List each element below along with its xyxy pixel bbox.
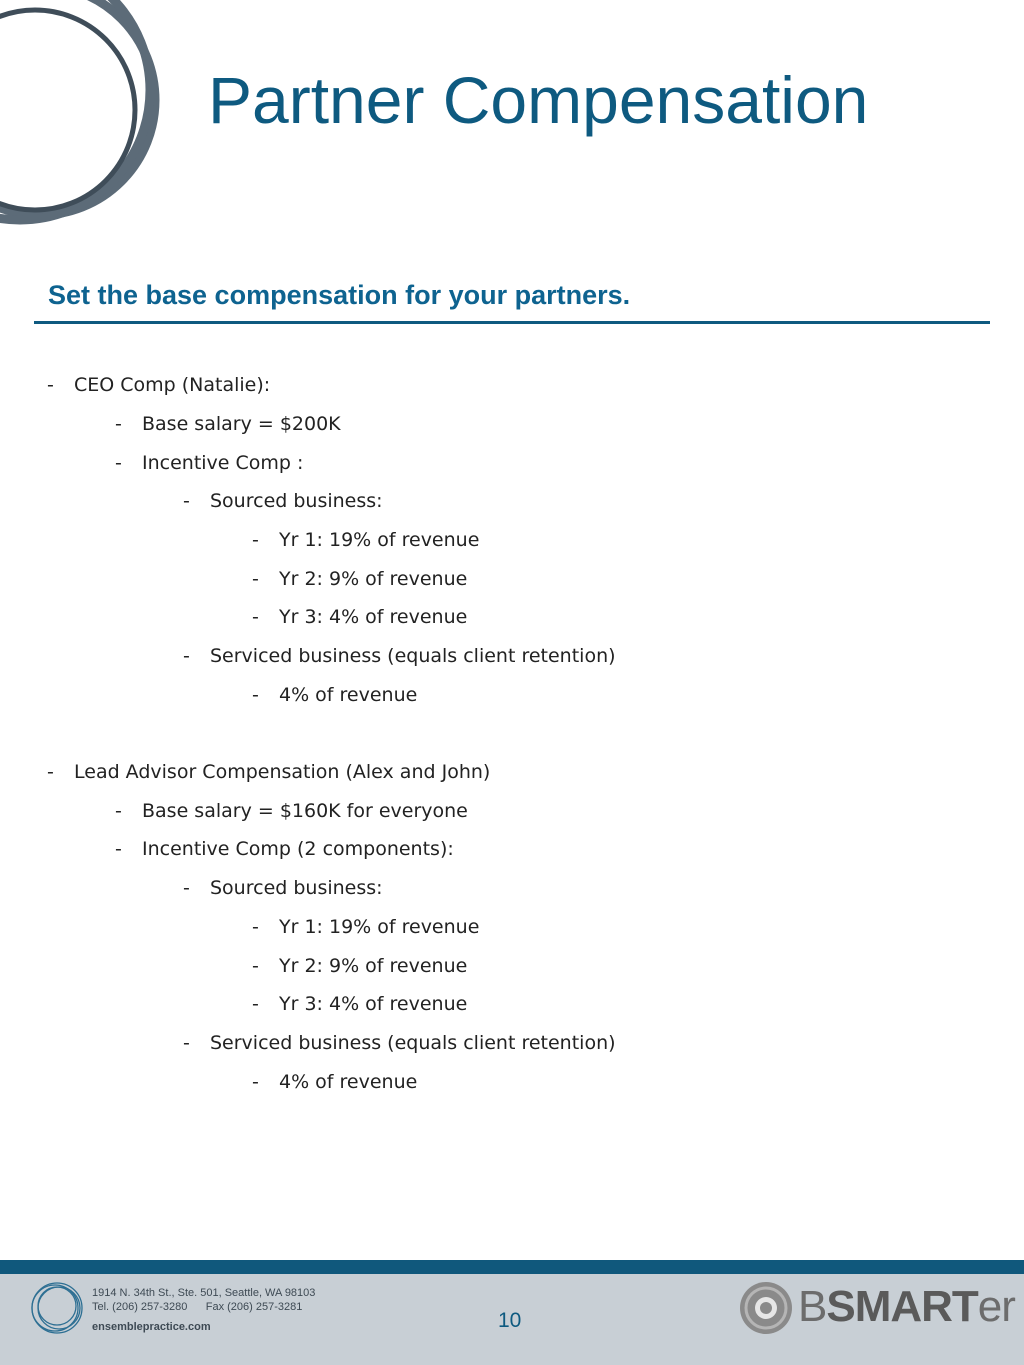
footer-address: 1914 N. 34th St., Ste. 501, Seattle, WA 98103 — [92, 1287, 316, 1299]
page-subtitle: Set the base compensation for your partners. — [48, 280, 631, 310]
lead-yr3: - Yr 3: 4% of revenue — [252, 993, 468, 1015]
footer-website[interactable]: ensemblepractice.com — [92, 1321, 211, 1333]
decorative-rings-icon — [0, 0, 190, 250]
ceo-incentive: - Incentive Comp : — [115, 452, 304, 474]
ceo-serviced-rate: - 4% of revenue — [252, 684, 418, 706]
ceo-heading: - CEO Comp (Natalie): — [47, 374, 271, 396]
ceo-serviced: - Serviced business (equals client retention) — [183, 645, 616, 667]
ceo-base-salary: - Base salary = $200K — [115, 413, 341, 435]
page-number: 10 — [498, 1309, 522, 1332]
lead-incentive: - Incentive Comp (2 components): — [115, 838, 454, 860]
lead-base-salary: - Base salary = $160K for everyone — [115, 800, 468, 822]
lead-heading: - Lead Advisor Compensation (Alex and John) — [47, 761, 491, 783]
bsmarter-wordmark: BSMARTer — [798, 1282, 1015, 1331]
ceo-yr1: - Yr 1: 19% of revenue — [252, 529, 480, 551]
lead-sourced: - Sourced business: — [183, 877, 383, 899]
ceo-yr2: - Yr 2: 9% of revenue — [252, 568, 468, 590]
footer-phone: Tel. (206) 257-3280 Fax (206) 257-3281 — [92, 1301, 303, 1313]
ceo-sourced: - Sourced business: — [183, 490, 383, 512]
ensemble-logo-icon — [28, 1279, 86, 1337]
title-divider — [34, 321, 990, 324]
footer-stripe — [0, 1260, 1024, 1274]
page-title: Partner Compensation — [208, 63, 869, 137]
lead-yr2: - Yr 2: 9% of revenue — [252, 955, 468, 977]
ceo-yr3: - Yr 3: 4% of revenue — [252, 606, 468, 628]
lead-serviced: - Serviced business (equals client retention) — [183, 1032, 616, 1054]
bsmarter-logo-icon — [738, 1280, 794, 1336]
lead-yr1: - Yr 1: 19% of revenue — [252, 916, 480, 938]
lead-serviced-rate: - 4% of revenue — [252, 1071, 418, 1093]
